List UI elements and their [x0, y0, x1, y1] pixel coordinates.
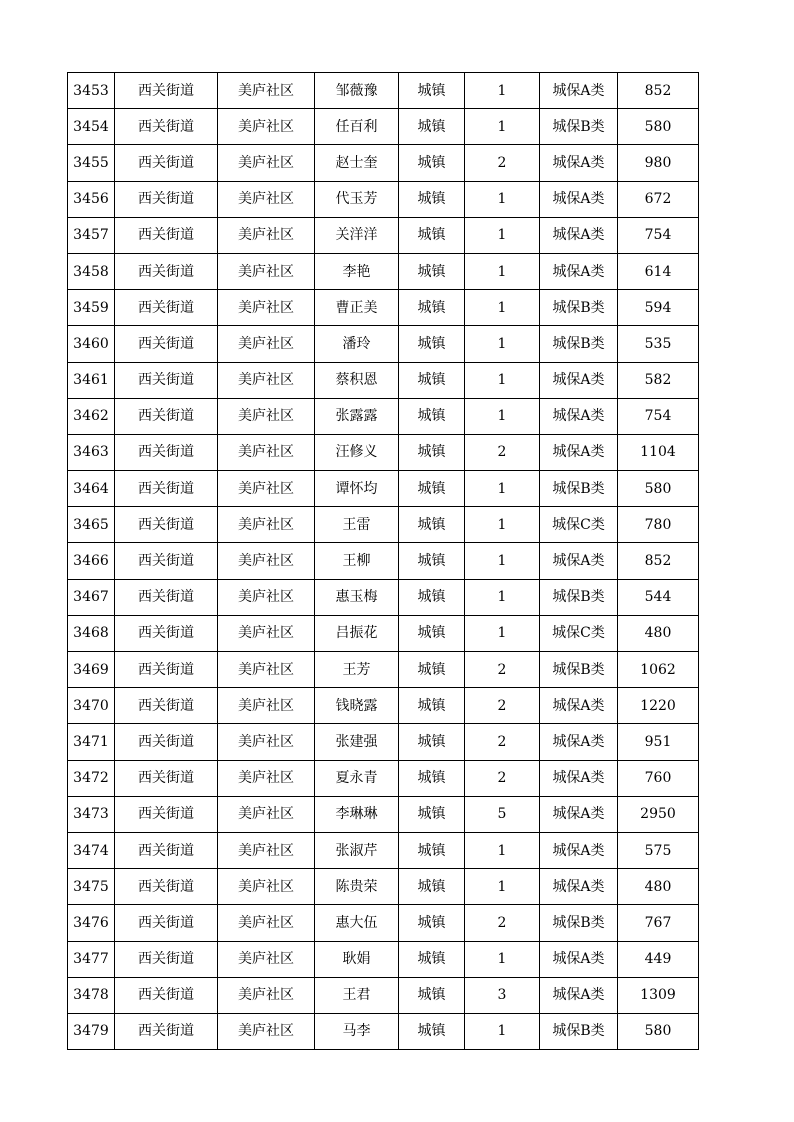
- table-row: [68, 1013, 699, 1049]
- table-row: [68, 507, 699, 543]
- subdistrict-cell: 西关街道: [115, 905, 218, 941]
- table-row: [68, 217, 699, 253]
- serial-number-cell: 3468: [68, 615, 115, 651]
- household-type-cell: 城镇: [399, 326, 465, 362]
- member-count-cell: 1: [465, 326, 540, 362]
- amount-cell: 2950: [618, 796, 699, 832]
- community-cell: 美庐社区: [218, 724, 315, 760]
- name-cell: 钱晓露: [315, 688, 399, 724]
- table-row: [68, 109, 699, 145]
- household-type-cell: 城镇: [399, 398, 465, 434]
- serial-number-cell: 3472: [68, 760, 115, 796]
- amount-cell: 1062: [618, 652, 699, 688]
- community-cell: 美庐社区: [218, 615, 315, 651]
- household-type-cell: 城镇: [399, 905, 465, 941]
- name-cell: 耿娟: [315, 941, 399, 977]
- insurance-category-cell: 城保A类: [540, 543, 618, 579]
- serial-number-cell: 3461: [68, 362, 115, 398]
- member-count-cell: 1: [465, 109, 540, 145]
- table-row: [68, 760, 699, 796]
- subdistrict-cell: 西关街道: [115, 109, 218, 145]
- insurance-category-cell: 城保A类: [540, 362, 618, 398]
- serial-number-cell: 3455: [68, 145, 115, 181]
- member-count-cell: 2: [465, 145, 540, 181]
- name-cell: 马李: [315, 1013, 399, 1049]
- community-cell: 美庐社区: [218, 290, 315, 326]
- member-count-cell: 1: [465, 579, 540, 615]
- member-count-cell: 1: [465, 832, 540, 868]
- member-count-cell: 2: [465, 724, 540, 760]
- amount-cell: 1309: [618, 977, 699, 1013]
- table-row: [68, 832, 699, 868]
- serial-number-cell: 3470: [68, 688, 115, 724]
- serial-number-cell: 3463: [68, 434, 115, 470]
- name-cell: 李艳: [315, 253, 399, 289]
- household-type-cell: 城镇: [399, 688, 465, 724]
- serial-number-cell: 3466: [68, 543, 115, 579]
- table-row: [68, 977, 699, 1013]
- insurance-category-cell: 城保A类: [540, 724, 618, 760]
- name-cell: 夏永青: [315, 760, 399, 796]
- amount-cell: 580: [618, 1013, 699, 1049]
- member-count-cell: 2: [465, 760, 540, 796]
- member-count-cell: 1: [465, 471, 540, 507]
- community-cell: 美庐社区: [218, 398, 315, 434]
- member-count-cell: 1: [465, 253, 540, 289]
- member-count-cell: 1: [465, 615, 540, 651]
- community-cell: 美庐社区: [218, 471, 315, 507]
- name-cell: 任百利: [315, 109, 399, 145]
- subdistrict-cell: 西关街道: [115, 1013, 218, 1049]
- insurance-category-cell: 城保A类: [540, 253, 618, 289]
- serial-number-cell: 3457: [68, 217, 115, 253]
- insurance-category-cell: 城保A类: [540, 688, 618, 724]
- community-cell: 美庐社区: [218, 145, 315, 181]
- member-count-cell: 2: [465, 905, 540, 941]
- subdistrict-cell: 西关街道: [115, 869, 218, 905]
- serial-number-cell: 3476: [68, 905, 115, 941]
- table-row: [68, 579, 699, 615]
- household-type-cell: 城镇: [399, 434, 465, 470]
- amount-cell: 852: [618, 73, 699, 109]
- insurance-category-cell: 城保A类: [540, 760, 618, 796]
- name-cell: 王芳: [315, 652, 399, 688]
- community-cell: 美庐社区: [218, 941, 315, 977]
- community-cell: 美庐社区: [218, 1013, 315, 1049]
- household-type-cell: 城镇: [399, 362, 465, 398]
- insurance-category-cell: 城保B类: [540, 326, 618, 362]
- subdistrict-cell: 西关街道: [115, 181, 218, 217]
- table-row: [68, 543, 699, 579]
- household-type-cell: 城镇: [399, 615, 465, 651]
- name-cell: 代玉芳: [315, 181, 399, 217]
- community-cell: 美庐社区: [218, 109, 315, 145]
- member-count-cell: 1: [465, 1013, 540, 1049]
- table-row: [68, 362, 699, 398]
- member-count-cell: 1: [465, 362, 540, 398]
- amount-cell: 1104: [618, 434, 699, 470]
- table-row: [68, 326, 699, 362]
- insurance-category-cell: 城保A类: [540, 73, 618, 109]
- table-row: [68, 724, 699, 760]
- serial-number-cell: 3465: [68, 507, 115, 543]
- subdistrict-cell: 西关街道: [115, 471, 218, 507]
- community-cell: 美庐社区: [218, 579, 315, 615]
- member-count-cell: 1: [465, 543, 540, 579]
- household-type-cell: 城镇: [399, 290, 465, 326]
- community-cell: 美庐社区: [218, 217, 315, 253]
- household-type-cell: 城镇: [399, 832, 465, 868]
- serial-number-cell: 3464: [68, 471, 115, 507]
- insurance-category-cell: 城保A类: [540, 832, 618, 868]
- table-row: [68, 471, 699, 507]
- insurance-category-cell: 城保B类: [540, 579, 618, 615]
- insurance-category-cell: 城保B类: [540, 1013, 618, 1049]
- member-count-cell: 1: [465, 507, 540, 543]
- subdistrict-cell: 西关街道: [115, 217, 218, 253]
- amount-cell: 449: [618, 941, 699, 977]
- insurance-category-cell: 城保A类: [540, 398, 618, 434]
- household-type-cell: 城镇: [399, 796, 465, 832]
- member-count-cell: 2: [465, 652, 540, 688]
- name-cell: 王雷: [315, 507, 399, 543]
- amount-cell: 594: [618, 290, 699, 326]
- table-row: [68, 796, 699, 832]
- subdistrict-cell: 西关街道: [115, 507, 218, 543]
- amount-cell: 852: [618, 543, 699, 579]
- subdistrict-cell: 西关街道: [115, 362, 218, 398]
- subdistrict-cell: 西关街道: [115, 615, 218, 651]
- amount-cell: 580: [618, 109, 699, 145]
- table-row: [68, 253, 699, 289]
- member-count-cell: 1: [465, 217, 540, 253]
- member-count-cell: 5: [465, 796, 540, 832]
- insurance-category-cell: 城保B类: [540, 290, 618, 326]
- subdistrict-cell: 西关街道: [115, 290, 218, 326]
- serial-number-cell: 3479: [68, 1013, 115, 1049]
- community-cell: 美庐社区: [218, 760, 315, 796]
- household-type-cell: 城镇: [399, 471, 465, 507]
- serial-number-cell: 3456: [68, 181, 115, 217]
- insurance-category-cell: 城保B类: [540, 905, 618, 941]
- insurance-category-cell: 城保A类: [540, 181, 618, 217]
- member-count-cell: 2: [465, 434, 540, 470]
- serial-number-cell: 3459: [68, 290, 115, 326]
- subdistrict-cell: 西关街道: [115, 832, 218, 868]
- subdistrict-cell: 西关街道: [115, 253, 218, 289]
- community-cell: 美庐社区: [218, 434, 315, 470]
- household-type-cell: 城镇: [399, 543, 465, 579]
- name-cell: 谭怀均: [315, 471, 399, 507]
- amount-cell: 754: [618, 398, 699, 434]
- amount-cell: 535: [618, 326, 699, 362]
- subdistrict-cell: 西关街道: [115, 977, 218, 1013]
- household-type-cell: 城镇: [399, 145, 465, 181]
- insurance-category-cell: 城保A类: [540, 941, 618, 977]
- table-row: [68, 688, 699, 724]
- community-cell: 美庐社区: [218, 253, 315, 289]
- subdistrict-cell: 西关街道: [115, 398, 218, 434]
- community-cell: 美庐社区: [218, 905, 315, 941]
- table-row: [68, 145, 699, 181]
- subdistrict-cell: 西关街道: [115, 543, 218, 579]
- member-count-cell: 1: [465, 869, 540, 905]
- serial-number-cell: 3467: [68, 579, 115, 615]
- insurance-category-cell: 城保B类: [540, 109, 618, 145]
- table-row: [68, 181, 699, 217]
- serial-number-cell: 3477: [68, 941, 115, 977]
- subdistrict-cell: 西关街道: [115, 652, 218, 688]
- serial-number-cell: 3454: [68, 109, 115, 145]
- community-cell: 美庐社区: [218, 73, 315, 109]
- name-cell: 汪修义: [315, 434, 399, 470]
- household-type-cell: 城镇: [399, 579, 465, 615]
- household-type-cell: 城镇: [399, 109, 465, 145]
- insurance-category-cell: 城保A类: [540, 796, 618, 832]
- household-type-cell: 城镇: [399, 652, 465, 688]
- amount-cell: 980: [618, 145, 699, 181]
- community-cell: 美庐社区: [218, 362, 315, 398]
- household-type-cell: 城镇: [399, 217, 465, 253]
- community-cell: 美庐社区: [218, 688, 315, 724]
- insurance-category-cell: 城保B类: [540, 471, 618, 507]
- amount-cell: 614: [618, 253, 699, 289]
- member-count-cell: 1: [465, 398, 540, 434]
- community-cell: 美庐社区: [218, 977, 315, 1013]
- serial-number-cell: 3474: [68, 832, 115, 868]
- subdistrict-cell: 西关街道: [115, 796, 218, 832]
- name-cell: 王君: [315, 977, 399, 1013]
- insurance-category-cell: 城保A类: [540, 434, 618, 470]
- table-row: [68, 434, 699, 470]
- table-row: [68, 941, 699, 977]
- household-type-cell: 城镇: [399, 181, 465, 217]
- name-cell: 赵士奎: [315, 145, 399, 181]
- name-cell: 王柳: [315, 543, 399, 579]
- amount-cell: 1220: [618, 688, 699, 724]
- amount-cell: 480: [618, 869, 699, 905]
- table-row: [68, 652, 699, 688]
- name-cell: 张建强: [315, 724, 399, 760]
- name-cell: 曹正美: [315, 290, 399, 326]
- member-count-cell: 1: [465, 941, 540, 977]
- serial-number-cell: 3478: [68, 977, 115, 1013]
- amount-cell: 780: [618, 507, 699, 543]
- insurance-category-cell: 城保A类: [540, 977, 618, 1013]
- amount-cell: 480: [618, 615, 699, 651]
- community-cell: 美庐社区: [218, 832, 315, 868]
- household-type-cell: 城镇: [399, 941, 465, 977]
- name-cell: 张露露: [315, 398, 399, 434]
- community-cell: 美庐社区: [218, 652, 315, 688]
- name-cell: 张淑芹: [315, 832, 399, 868]
- community-cell: 美庐社区: [218, 869, 315, 905]
- name-cell: 吕振花: [315, 615, 399, 651]
- community-cell: 美庐社区: [218, 181, 315, 217]
- amount-cell: 544: [618, 579, 699, 615]
- subdistrict-cell: 西关街道: [115, 579, 218, 615]
- table-row: [68, 869, 699, 905]
- serial-number-cell: 3471: [68, 724, 115, 760]
- household-type-cell: 城镇: [399, 73, 465, 109]
- name-cell: 潘玲: [315, 326, 399, 362]
- subdistrict-cell: 西关街道: [115, 688, 218, 724]
- subdistrict-cell: 西关街道: [115, 941, 218, 977]
- name-cell: 蔡积恩: [315, 362, 399, 398]
- insurance-category-cell: 城保A类: [540, 869, 618, 905]
- community-cell: 美庐社区: [218, 326, 315, 362]
- amount-cell: 580: [618, 471, 699, 507]
- insurance-category-cell: 城保A类: [540, 145, 618, 181]
- member-count-cell: 1: [465, 290, 540, 326]
- subdistrict-cell: 西关街道: [115, 724, 218, 760]
- household-type-cell: 城镇: [399, 253, 465, 289]
- name-cell: 陈贵荣: [315, 869, 399, 905]
- name-cell: 惠大伍: [315, 905, 399, 941]
- subdistrict-cell: 西关街道: [115, 434, 218, 470]
- name-cell: 李琳琳: [315, 796, 399, 832]
- amount-cell: 951: [618, 724, 699, 760]
- household-type-cell: 城镇: [399, 1013, 465, 1049]
- household-type-cell: 城镇: [399, 724, 465, 760]
- amount-cell: 575: [618, 832, 699, 868]
- serial-number-cell: 3469: [68, 652, 115, 688]
- community-cell: 美庐社区: [218, 507, 315, 543]
- serial-number-cell: 3473: [68, 796, 115, 832]
- table-row: [68, 905, 699, 941]
- table-row: [68, 615, 699, 651]
- amount-cell: 767: [618, 905, 699, 941]
- serial-number-cell: 3453: [68, 73, 115, 109]
- records-table-body: [68, 73, 699, 1050]
- serial-number-cell: 3462: [68, 398, 115, 434]
- member-count-cell: 2: [465, 688, 540, 724]
- amount-cell: 760: [618, 760, 699, 796]
- amount-cell: 754: [618, 217, 699, 253]
- insurance-category-cell: 城保A类: [540, 217, 618, 253]
- name-cell: 惠玉梅: [315, 579, 399, 615]
- table-row: [68, 398, 699, 434]
- subdistrict-cell: 西关街道: [115, 73, 218, 109]
- insurance-category-cell: 城保C类: [540, 615, 618, 651]
- name-cell: 邹薇豫: [315, 73, 399, 109]
- household-type-cell: 城镇: [399, 760, 465, 796]
- subdistrict-cell: 西关街道: [115, 326, 218, 362]
- serial-number-cell: 3475: [68, 869, 115, 905]
- household-type-cell: 城镇: [399, 869, 465, 905]
- member-count-cell: 1: [465, 73, 540, 109]
- member-count-cell: 1: [465, 181, 540, 217]
- insurance-category-cell: 城保C类: [540, 507, 618, 543]
- member-count-cell: 3: [465, 977, 540, 1013]
- name-cell: 关洋洋: [315, 217, 399, 253]
- amount-cell: 672: [618, 181, 699, 217]
- records-table: [67, 72, 699, 1050]
- insurance-category-cell: 城保B类: [540, 652, 618, 688]
- community-cell: 美庐社区: [218, 543, 315, 579]
- subdistrict-cell: 西关街道: [115, 145, 218, 181]
- household-type-cell: 城镇: [399, 507, 465, 543]
- serial-number-cell: 3460: [68, 326, 115, 362]
- amount-cell: 582: [618, 362, 699, 398]
- table-row: [68, 73, 699, 109]
- serial-number-cell: 3458: [68, 253, 115, 289]
- subdistrict-cell: 西关街道: [115, 760, 218, 796]
- table-row: [68, 290, 699, 326]
- household-type-cell: 城镇: [399, 977, 465, 1013]
- community-cell: 美庐社区: [218, 796, 315, 832]
